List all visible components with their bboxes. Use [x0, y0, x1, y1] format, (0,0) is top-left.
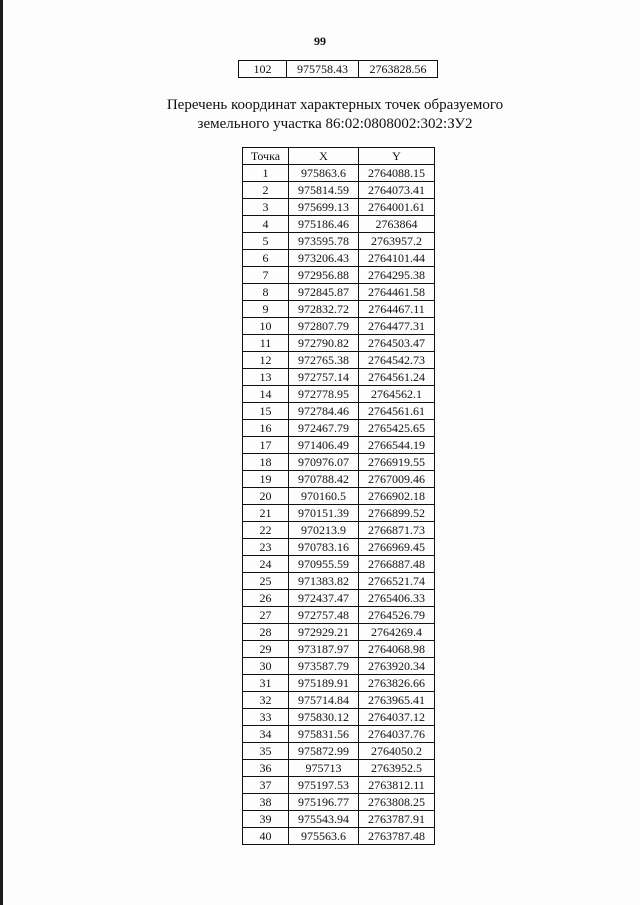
- x-cell: 970976.07: [289, 454, 359, 471]
- y-cell: 2764461.58: [359, 284, 435, 301]
- point-cell: 24: [243, 556, 289, 573]
- table-row: [243, 607, 435, 624]
- point-cell: 8: [243, 284, 289, 301]
- point-cell: 30: [243, 658, 289, 675]
- table-row: [243, 267, 435, 284]
- point-cell: 11: [243, 335, 289, 352]
- point-cell: 37: [243, 777, 289, 794]
- x-cell: 972757.14: [289, 369, 359, 386]
- table-row: [243, 624, 435, 641]
- point-cell: 4: [243, 216, 289, 233]
- x-cell: 973587.79: [289, 658, 359, 675]
- y-cell: 2764073.41: [359, 182, 435, 199]
- header-x: X: [289, 148, 359, 165]
- x-cell: 972757.48: [289, 607, 359, 624]
- scan-edge-shadow: [0, 0, 3, 905]
- point-cell: 5: [243, 233, 289, 250]
- y-cell: 2764561.61: [359, 403, 435, 420]
- point-cell: 19: [243, 471, 289, 488]
- y-cell: 2766521.74: [359, 573, 435, 590]
- y-cell: 2764561.24: [359, 369, 435, 386]
- table-row: [243, 165, 435, 182]
- table-row: [243, 828, 435, 845]
- x-cell: 973595.78: [289, 233, 359, 250]
- carry-over-table: [238, 60, 438, 78]
- table-row: [239, 61, 438, 78]
- x-cell: 970213.9: [289, 522, 359, 539]
- table-row: [243, 539, 435, 556]
- x-cell: 975713: [289, 760, 359, 777]
- table-row: [243, 369, 435, 386]
- x-cell: 975814.59: [289, 182, 359, 199]
- table-row: [243, 284, 435, 301]
- y-cell: 2767009.46: [359, 471, 435, 488]
- x-cell: 975863.6: [289, 165, 359, 182]
- table-row: [243, 692, 435, 709]
- x-cell: 972778.95: [289, 386, 359, 403]
- y-cell: 2765406.33: [359, 590, 435, 607]
- table-row: [243, 471, 435, 488]
- y-cell: 2763826.66: [359, 675, 435, 692]
- point-cell: 31: [243, 675, 289, 692]
- header-y: Y: [359, 148, 435, 165]
- y-cell: 2764037.12: [359, 709, 435, 726]
- x-cell: 975699.13: [289, 199, 359, 216]
- y-cell: 2763828.56: [359, 61, 438, 78]
- document-title: [0, 96, 640, 134]
- x-cell: 971406.49: [289, 437, 359, 454]
- table-row: [243, 488, 435, 505]
- coordinates-table: [242, 147, 435, 845]
- x-cell: 970151.39: [289, 505, 359, 522]
- table-row: [243, 760, 435, 777]
- table-row: [243, 658, 435, 675]
- table-row: [243, 301, 435, 318]
- table-row: [243, 386, 435, 403]
- table-row: [243, 556, 435, 573]
- table-row: [243, 250, 435, 267]
- y-cell: 2763920.34: [359, 658, 435, 675]
- x-cell: 972845.87: [289, 284, 359, 301]
- table-row: [243, 335, 435, 352]
- table-row: [243, 522, 435, 539]
- table-row: [243, 743, 435, 760]
- x-cell: 970788.42: [289, 471, 359, 488]
- table-row: [243, 454, 435, 471]
- title-line-1: Перечень координат характерных точек образуемого: [166, 97, 504, 113]
- y-cell: 2764068.98: [359, 641, 435, 658]
- y-cell: 2766899.52: [359, 505, 435, 522]
- y-cell: 2763957.2: [359, 233, 435, 250]
- table-row: [243, 590, 435, 607]
- table-row: [243, 420, 435, 437]
- point-cell: 16: [243, 420, 289, 437]
- y-cell: 2764295.38: [359, 267, 435, 284]
- point-cell: 40: [243, 828, 289, 845]
- x-cell: 972467.79: [289, 420, 359, 437]
- y-cell: 2766544.19: [359, 437, 435, 454]
- y-cell: 2764503.47: [359, 335, 435, 352]
- y-cell: 2766887.48: [359, 556, 435, 573]
- x-cell: 972437.47: [289, 590, 359, 607]
- x-cell: 975758.43: [287, 61, 359, 78]
- table-row: [243, 437, 435, 454]
- point-cell: 1: [243, 165, 289, 182]
- y-cell: 2764467.11: [359, 301, 435, 318]
- y-cell: 2764001.61: [359, 199, 435, 216]
- point-cell: 102: [239, 61, 287, 78]
- table-row: [243, 318, 435, 335]
- table-row: [243, 216, 435, 233]
- point-cell: 23: [243, 539, 289, 556]
- x-cell: 973206.43: [289, 250, 359, 267]
- x-cell: 970160.5: [289, 488, 359, 505]
- point-cell: 18: [243, 454, 289, 471]
- x-cell: 972832.72: [289, 301, 359, 318]
- point-cell: 38: [243, 794, 289, 811]
- x-cell: 972765.38: [289, 352, 359, 369]
- table-row: [243, 726, 435, 743]
- table-row: [243, 811, 435, 828]
- x-cell: 975563.6: [289, 828, 359, 845]
- y-cell: 2764562.1: [359, 386, 435, 403]
- y-cell: 2763787.48: [359, 828, 435, 845]
- point-cell: 32: [243, 692, 289, 709]
- x-cell: 972790.82: [289, 335, 359, 352]
- y-cell: 2764269.4: [359, 624, 435, 641]
- x-cell: 972929.21: [289, 624, 359, 641]
- table-row: [243, 777, 435, 794]
- table-row: [243, 403, 435, 420]
- point-cell: 9: [243, 301, 289, 318]
- y-cell: 2764050.2: [359, 743, 435, 760]
- y-cell: 2763812.11: [359, 777, 435, 794]
- table-row: [243, 641, 435, 658]
- point-cell: 22: [243, 522, 289, 539]
- point-cell: 29: [243, 641, 289, 658]
- table-row: [243, 199, 435, 216]
- point-cell: 2: [243, 182, 289, 199]
- y-cell: 2766902.18: [359, 488, 435, 505]
- point-cell: 6: [243, 250, 289, 267]
- table-row: [243, 794, 435, 811]
- y-cell: 2764477.31: [359, 318, 435, 335]
- coordinates-body: [243, 165, 435, 845]
- point-cell: 21: [243, 505, 289, 522]
- y-cell: 2763952.5: [359, 760, 435, 777]
- table-row: [243, 573, 435, 590]
- point-cell: 35: [243, 743, 289, 760]
- x-cell: 975186.46: [289, 216, 359, 233]
- y-cell: 2766871.73: [359, 522, 435, 539]
- table-row: [243, 233, 435, 250]
- x-cell: 972956.88: [289, 267, 359, 284]
- point-cell: 13: [243, 369, 289, 386]
- point-cell: 15: [243, 403, 289, 420]
- point-cell: 33: [243, 709, 289, 726]
- y-cell: 2764088.15: [359, 165, 435, 182]
- y-cell: 2763787.91: [359, 811, 435, 828]
- point-cell: 28: [243, 624, 289, 641]
- table-row: [243, 182, 435, 199]
- y-cell: 2765425.65: [359, 420, 435, 437]
- x-cell: 970783.16: [289, 539, 359, 556]
- point-cell: 17: [243, 437, 289, 454]
- point-cell: 7: [243, 267, 289, 284]
- y-cell: 2764526.79: [359, 607, 435, 624]
- point-cell: 34: [243, 726, 289, 743]
- table-header-row: [243, 148, 435, 165]
- x-cell: 975196.77: [289, 794, 359, 811]
- x-cell: 975543.94: [289, 811, 359, 828]
- x-cell: 972784.46: [289, 403, 359, 420]
- y-cell: 2763808.25: [359, 794, 435, 811]
- y-cell: 2764101.44: [359, 250, 435, 267]
- x-cell: 975872.99: [289, 743, 359, 760]
- x-cell: 973187.97: [289, 641, 359, 658]
- point-cell: 10: [243, 318, 289, 335]
- table-row: [243, 675, 435, 692]
- y-cell: 2764542.73: [359, 352, 435, 369]
- y-cell: 2766969.45: [359, 539, 435, 556]
- point-cell: 27: [243, 607, 289, 624]
- y-cell: 2766919.55: [359, 454, 435, 471]
- table-row: [243, 505, 435, 522]
- point-cell: 39: [243, 811, 289, 828]
- point-cell: 36: [243, 760, 289, 777]
- page-number: 99: [314, 34, 326, 48]
- point-cell: 26: [243, 590, 289, 607]
- table-row: [243, 709, 435, 726]
- point-cell: 20: [243, 488, 289, 505]
- x-cell: 972807.79: [289, 318, 359, 335]
- x-cell: 975714.84: [289, 692, 359, 709]
- x-cell: 975831.56: [289, 726, 359, 743]
- x-cell: 971383.82: [289, 573, 359, 590]
- point-cell: 3: [243, 199, 289, 216]
- header-point: Точка: [243, 148, 289, 165]
- x-cell: 975830.12: [289, 709, 359, 726]
- point-cell: 14: [243, 386, 289, 403]
- y-cell: 2763965.41: [359, 692, 435, 709]
- point-cell: 12: [243, 352, 289, 369]
- table-row: [243, 352, 435, 369]
- x-cell: 970955.59: [289, 556, 359, 573]
- y-cell: 2763864: [359, 216, 435, 233]
- title-line-2: земельного участка 86:02:0808002:302:ЗУ2: [197, 116, 473, 132]
- x-cell: 975197.53: [289, 777, 359, 794]
- x-cell: 975189.91: [289, 675, 359, 692]
- point-cell: 25: [243, 573, 289, 590]
- y-cell: 2764037.76: [359, 726, 435, 743]
